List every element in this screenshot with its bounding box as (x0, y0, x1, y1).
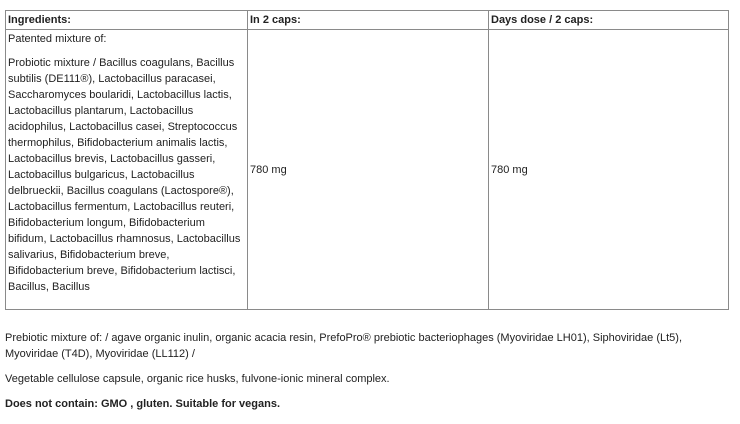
prebiotic-note: Prebiotic mixture of: / agave organic inulin, organic acacia resin, PrefoPro® prebiotic bacteriophages (Myoviridae LH01), Siphoviridae (Lt5), Myoviridae (T4D), Myoviridae (LL112) / (5, 332, 682, 360)
header-in-2-caps: In 2 caps: (248, 11, 489, 30)
ingredients-cell (6, 30, 248, 310)
capsule-note: Vegetable cellulose capsule, organic rice husks, fulvone-ionic mineral complex. (5, 373, 390, 385)
header-ingredients: Ingredients: (6, 11, 248, 30)
header-days-dose: Days dose / 2 caps: (489, 11, 729, 30)
probiotic-list: Probiotic mixture / Bacillus coagulans, Bacillus subtilis (DE111®), Lactobacillus paracasei, Saccharomyces boularidi, Lactobacillus lactis, Lactobacillus plantarum, Lactobacillus acidophilus, Lactobacillus casei, Streptococcus thermophilus, Bifidobacterium animalis lactis, Lactobacillus brevis, Lactobacillus gasseri, Lactobacillus bulgaricus, Lactobacillus delbrueckii, Bacillus coagulans (Lactospore®), Lactobacillus fermentum, Lactobacillus reuteri, Bifidobacterium longum, Bifidobacterium bifidum, Lactobacillus rhamnosus, Lactobacillus salivarius, Bifidobacterium breve, Bifidobacterium breve, Bifidobacterium lactisci, Bacillus, Bacillus (8, 57, 241, 293)
table-row (6, 30, 729, 310)
ingredients-table (5, 10, 729, 310)
days-dose-value: 780 mg (489, 30, 729, 310)
free-from-note: Does not contain: GMO , gluten. Suitable for vegans. (5, 398, 281, 410)
mixture-intro: Patented mixture of: (8, 33, 107, 45)
table-header-row (6, 11, 729, 30)
in-2-caps-value: 780 mg (248, 30, 489, 310)
notes-section (5, 330, 735, 421)
